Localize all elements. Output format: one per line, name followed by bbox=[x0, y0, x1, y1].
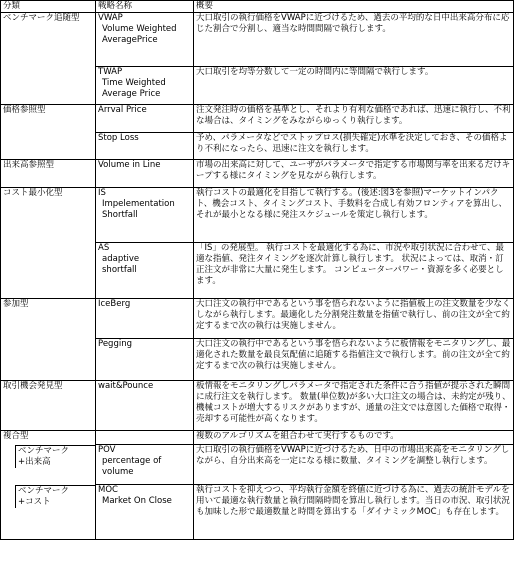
strategy-name-cell bbox=[96, 431, 194, 445]
strategy-name: MOC bbox=[98, 485, 118, 495]
summary-text: 執行コストを抑えつつ、平均執行金額を終値に近づける為に、過去の統計モデルを用いて最適な執行数量と執行間隔時間を算出し執行します。当日の市況、取引状況も加味した形で最適数量と時間を算出する「ダイナミックMOC」も存在します。 bbox=[196, 485, 510, 517]
header-summary: 概要 bbox=[194, 1, 514, 13]
header-strategy: 戦略名称 bbox=[96, 1, 194, 13]
table-row bbox=[1, 160, 514, 188]
table-row bbox=[1, 188, 514, 243]
strategy-name: AS bbox=[98, 243, 110, 253]
summary-text: 大口注文の執行中であるという事を悟られないように指値板上の注文数量を少なくしながら執行します。最適化した分割発注数量を指値で執行し、前の注文が全て約定するまで次の執行は実施しません。 bbox=[196, 299, 511, 331]
summary-text: 大口注文の執行中であるという事を悟られないように板情報をモニタリングし、最適化された数量を最良気配値に追随する指値注文で執行します。前の注文が全て約定するまで次の執行は実施しません。 bbox=[196, 339, 511, 371]
strategy-name: Arrval Price bbox=[98, 105, 147, 115]
strategy-name-cell bbox=[96, 381, 194, 431]
table-row bbox=[1, 485, 514, 540]
strategy-name-cell bbox=[96, 105, 194, 133]
strategy-name-full: Time Weighted bbox=[102, 78, 166, 88]
table-header-row bbox=[1, 1, 514, 13]
table-row bbox=[1, 105, 514, 133]
strategy-name-cell bbox=[96, 299, 194, 339]
table-row bbox=[1, 431, 514, 445]
strategy-name: POV bbox=[98, 445, 116, 455]
summary-text: 注文発注時の価格を基準とし、それより有利な価格であれば、迅速に執行し、不利な場合は、タイミングをみながらゆっくり執行します。 bbox=[196, 105, 511, 126]
strategy-name: VWAP bbox=[98, 13, 123, 23]
strategy-name-full: AveragePrice bbox=[102, 35, 158, 45]
subcategory-cell bbox=[1, 485, 96, 540]
strategy-name: Stop Loss bbox=[98, 133, 139, 143]
category-cell: 取引機会発見型 bbox=[1, 381, 96, 431]
table-row bbox=[1, 381, 514, 431]
strategy-name-full: Shortfall bbox=[102, 210, 138, 220]
table-row bbox=[1, 67, 514, 105]
header-category: 分類 bbox=[1, 1, 96, 13]
table-row bbox=[1, 133, 514, 160]
strategy-name-full: volume bbox=[102, 467, 134, 477]
category-cell bbox=[1, 133, 96, 160]
summary-cell bbox=[194, 160, 514, 188]
summary-cell bbox=[194, 105, 514, 133]
summary-cell bbox=[194, 67, 514, 105]
summary-cell bbox=[194, 243, 514, 299]
subcategory-cell bbox=[1, 445, 96, 485]
summary-text: 大口取引の執行価格をVWAPに近づけるため、日中の市場出来高をモニタリングしながら、自分出来高を一定になる様に数量、タイミングを調整し執行します。 bbox=[196, 445, 510, 466]
table-row bbox=[1, 243, 514, 299]
subcategory-label: +出来高 bbox=[18, 456, 51, 467]
category-cell: 参加型 bbox=[1, 299, 96, 339]
category-cell bbox=[1, 67, 96, 105]
summary-cell bbox=[194, 339, 514, 381]
strategy-name-full: Volume Weighted bbox=[102, 24, 177, 34]
summary-text: 板情報をモニタリングしパラメータで指定された条件に合う指値が提示された瞬間に成行注文を執行します。 数量(単位数)が多い大口注文の場合は、未約定が残り、機械コストが増大するリスクがありますが、通量の注文では意図した価格で取得・売却する可能性が高くなります。 bbox=[196, 381, 511, 424]
strategy-name-cell bbox=[96, 133, 194, 160]
summary-text: 市場の出来高に対して、ユーザがパラメータで指定する市場関与率を出来るだけキープする様にタイミングを見ながら執行します。 bbox=[196, 160, 511, 181]
strategy-name: IceBerg bbox=[98, 299, 131, 309]
strategy-name-cell bbox=[96, 188, 194, 243]
category-cell: 出来高参照型 bbox=[1, 160, 96, 188]
strategy-name: Volume in Line bbox=[98, 160, 161, 170]
strategy-name-full: shortfall bbox=[102, 265, 137, 275]
strategy-name-cell bbox=[96, 160, 194, 188]
category-cell: ベンチマーク追随型 bbox=[1, 13, 96, 67]
summary-cell bbox=[194, 445, 514, 485]
strategy-name-full: Impelementation bbox=[102, 199, 175, 209]
subcategory-label: ベンチマーク bbox=[18, 445, 70, 456]
summary-text: 複数のアルゴリズムを組合わせて実行するものです。 bbox=[196, 431, 399, 441]
category-cell: 複合型 bbox=[1, 431, 96, 445]
table-row bbox=[1, 299, 514, 339]
summary-text: 大口取引の執行価格をVWAPに近づけるため、過去の平均的な日中出来高分布に応じた割合で分割し、適当な時間間隔で執行します。 bbox=[196, 13, 510, 34]
category-cell bbox=[1, 243, 96, 299]
strategy-name-full: Market On Close bbox=[102, 496, 172, 506]
table-row bbox=[1, 13, 514, 67]
strategy-name: TWAP bbox=[98, 67, 123, 77]
summary-cell bbox=[194, 431, 514, 445]
summary-cell bbox=[194, 188, 514, 243]
strategy-name-full: adaptive bbox=[102, 254, 140, 264]
subcategory-label: ベンチマーク bbox=[18, 485, 70, 496]
strategy-name: wait&Pounce bbox=[98, 381, 154, 391]
strategy-name-cell bbox=[96, 485, 194, 540]
strategy-name-cell bbox=[96, 339, 194, 381]
strategy-name-cell bbox=[96, 13, 194, 67]
subcategory-label: +コスト bbox=[18, 496, 51, 507]
strategy-name-cell bbox=[96, 445, 194, 485]
strategy-name-full: Average Price bbox=[102, 89, 161, 99]
strategy-name: Pegging bbox=[98, 339, 132, 349]
category-cell: 価格参照型 bbox=[1, 105, 96, 133]
summary-text: 予め、パラメータなどでストップロス(損失確定)水準を決定しておき、その価格より不利になったら、迅速に注文を執行します。 bbox=[196, 133, 508, 154]
summary-cell bbox=[194, 299, 514, 339]
summary-cell bbox=[194, 381, 514, 431]
summary-text: 「IS」の発展型。 執行コストを最適化する為に、市況や取引状況に合わせて、最適な指値、発注タイミングを逐次計算し執行します。 状況によっては、取消・訂正注文が非常に大量に発生します。 コンピューターパワー・資源を多く必要とします。 bbox=[196, 243, 504, 286]
strategy-name-cell bbox=[96, 67, 194, 105]
strategy-name: IS bbox=[98, 188, 106, 198]
category-cell: コスト最小化型 bbox=[1, 188, 96, 243]
summary-text: 大口取引を均等分数して一定の時間内に等間隔で執行します。 bbox=[196, 67, 434, 77]
summary-cell bbox=[194, 485, 514, 540]
summary-text: 執行コストの最適化を目指して執行する。(後述:図3を参照)マーケットインパクト、機会コスト、タイミングコスト、手数料を合成し有効フロンティアを算出し、それが最小となる様に発注スケジュールを策定し執行します。 bbox=[196, 188, 508, 220]
category-cell bbox=[1, 339, 96, 381]
table-row bbox=[1, 339, 514, 381]
strategy-name-full: percentage of bbox=[102, 456, 162, 466]
table-row bbox=[1, 445, 514, 485]
strategy-name-cell bbox=[96, 243, 194, 299]
summary-cell bbox=[194, 13, 514, 67]
summary-cell bbox=[194, 133, 514, 160]
